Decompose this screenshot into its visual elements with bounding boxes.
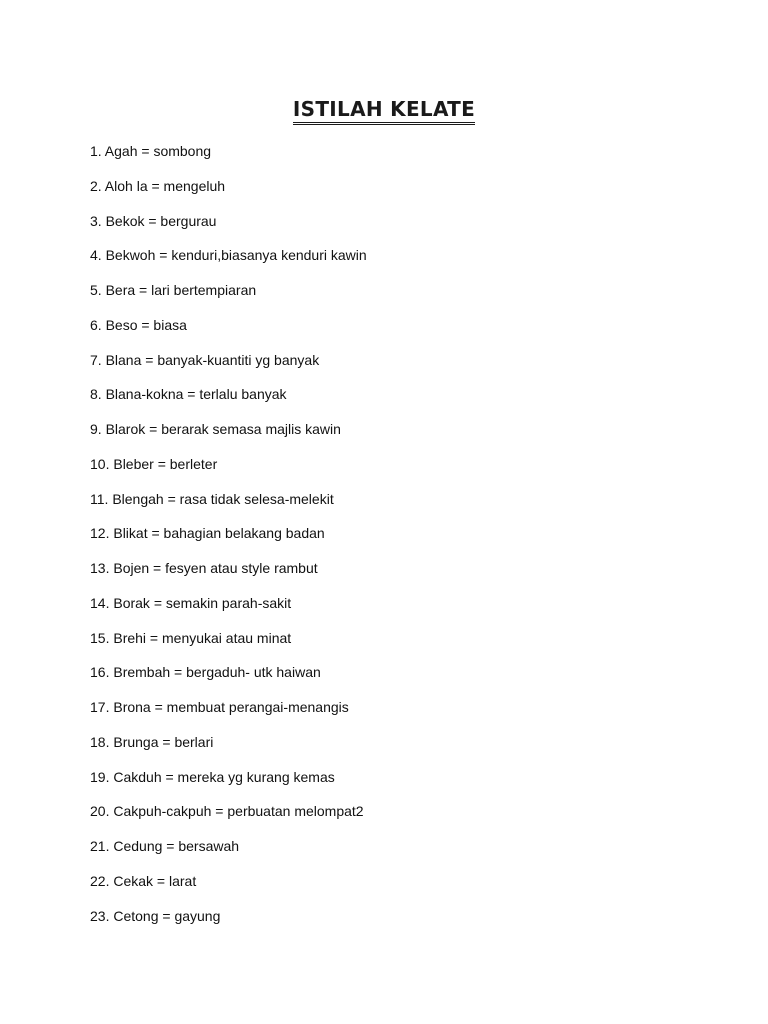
list-item: 20. Cakpuh-cakpuh = perbuatan melompat2: [90, 803, 364, 820]
list-item: 1. Agah = sombong: [90, 143, 212, 159]
list-item: 12. Blikat = bahagian belakang badan: [90, 525, 325, 542]
list-item: 15. Brehi = menyukai atau minat: [90, 629, 292, 646]
list-item: 13. Bojen = fesyen atau style rambut: [90, 560, 318, 576]
list-item: 10. Bleber = berleter: [90, 455, 218, 472]
list-item: 2. Aloh la = mengeluh: [90, 177, 226, 194]
list-item: 8. Blana-kokna = terlalu banyak: [90, 386, 287, 403]
list-item: 9. Blarok = berarak semasa majlis kawin: [90, 421, 341, 437]
document-title: ISTILAH KELATE: [293, 97, 475, 125]
list-item: 23. Cetong = gayung: [90, 907, 221, 924]
list-item: 5. Bera = lari bertempiaran: [90, 282, 257, 298]
list-item: 18. Brunga = berlari: [90, 733, 214, 750]
list-item: 21. Cedung = bersawah: [90, 838, 240, 854]
document-title-wrapper: [0, 97, 768, 125]
list-item: 11. Blengah = rasa tidak selesa-melekit: [90, 490, 334, 507]
list-item: 3. Bekok = bergurau: [90, 212, 217, 229]
list-item: 22. Cekak = larat: [90, 872, 197, 889]
list-item: 7. Blana = banyak-kuantiti yg banyak: [90, 351, 320, 368]
list-item: 19. Cakduh = mereka yg kurang kemas: [90, 768, 335, 785]
list-item: 16. Brembah = bergaduh- utk haiwan: [90, 664, 321, 681]
term-list: [90, 141, 710, 940]
list-item: 14. Borak = semakin parah-sakit: [90, 594, 292, 611]
list-item: 17. Brona = membuat perangai-menangis: [90, 699, 349, 715]
list-item: 6. Beso = biasa: [90, 316, 187, 333]
list-item: 4. Bekwoh = kenduri,biasanya kenduri kawin: [90, 247, 367, 264]
